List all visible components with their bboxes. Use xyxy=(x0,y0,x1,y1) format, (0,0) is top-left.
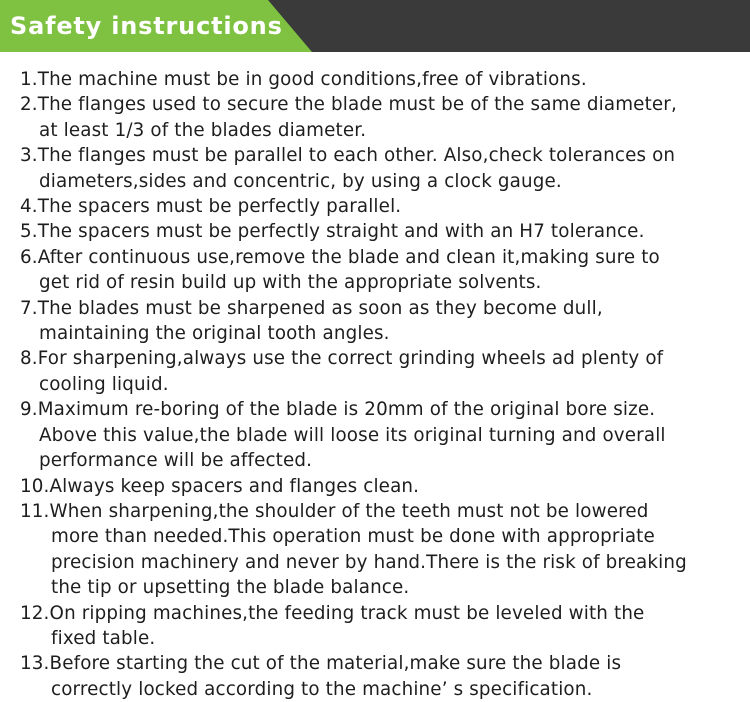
instruction-item xyxy=(20,474,740,499)
item-text: the tip or upsetting the blade balance. xyxy=(51,577,410,599)
instruction-item xyxy=(20,397,740,473)
item-number: 3. xyxy=(20,145,38,167)
item-number: 11. xyxy=(20,500,50,522)
instruction-item xyxy=(20,601,740,652)
item-text: The spacers must be perfectly straight and with an H7 tolerance. xyxy=(37,221,645,243)
item-text: maintaining the original tooth angles. xyxy=(39,323,390,345)
item-text: correctly locked according to the machine’ s specification. xyxy=(51,678,593,700)
item-number: 8. xyxy=(20,348,38,370)
item-text: For sharpening,always use the correct grinding wheels ad plenty of xyxy=(37,348,664,370)
item-text: fixed table. xyxy=(51,627,156,649)
item-number: 1. xyxy=(20,69,38,90)
item-text: get rid of resin build up with the appropriate solvents. xyxy=(39,272,542,294)
item-number: 6. xyxy=(20,246,38,268)
instruction-item xyxy=(20,245,740,296)
item-text: The blades must be sharpened as soon as they become dull, xyxy=(37,297,603,319)
item-text: The spacers must be perfectly parallel. xyxy=(37,196,402,218)
page-title: Safety instructions xyxy=(10,12,283,40)
item-number: 4. xyxy=(20,196,38,218)
item-text: Above this value,the blade will loose its original turning and overall xyxy=(39,424,666,446)
item-text: cooling liquid. xyxy=(39,373,169,395)
item-number: 13. xyxy=(20,653,50,675)
item-number: 9. xyxy=(20,399,38,421)
item-number: 10. xyxy=(20,475,50,497)
item-text: The machine must be in good conditions,free of vibrations. xyxy=(37,69,587,90)
instruction-item xyxy=(20,92,740,143)
safety-instructions-list xyxy=(20,67,740,702)
item-text: Always keep spacers and flanges clean. xyxy=(49,475,420,497)
item-number: 2. xyxy=(20,94,38,116)
item-text: diameters,sides and concentric, by using a clock gauge. xyxy=(39,170,562,192)
instruction-item xyxy=(20,296,740,347)
instruction-item xyxy=(20,67,740,92)
item-number: 5. xyxy=(20,221,38,243)
item-text: The flanges used to secure the blade must be of the same diameter, xyxy=(37,94,677,116)
item-text: On ripping machines,the feeding track must be leveled with the xyxy=(49,602,645,624)
instruction-item xyxy=(20,143,740,194)
item-text: Before starting the cut of the material,make sure the blade is xyxy=(49,653,622,675)
item-text: When sharpening,the shoulder of the teeth must not be lowered xyxy=(49,500,649,522)
item-text: more than needed.This operation must be done with appropriate xyxy=(51,526,655,548)
instruction-item xyxy=(20,499,740,601)
item-text: Maximum re-boring of the blade is 20mm of the original bore size. xyxy=(37,399,656,421)
item-text: at least 1/3 of the blades diameter. xyxy=(39,119,367,141)
instruction-item xyxy=(20,219,740,244)
item-number: 7. xyxy=(20,297,38,319)
item-text: precision machinery and never by hand.There is the risk of breaking xyxy=(51,551,687,573)
instruction-item xyxy=(20,651,740,702)
item-text: After continuous use,remove the blade and clean it,making sure to xyxy=(37,246,660,268)
instruction-item xyxy=(20,194,740,219)
item-text: performance will be affected. xyxy=(39,450,313,472)
item-number: 12. xyxy=(20,602,50,624)
item-text: The flanges must be parallel to each other. Also,check tolerances on xyxy=(37,145,676,167)
instruction-item xyxy=(20,346,740,397)
